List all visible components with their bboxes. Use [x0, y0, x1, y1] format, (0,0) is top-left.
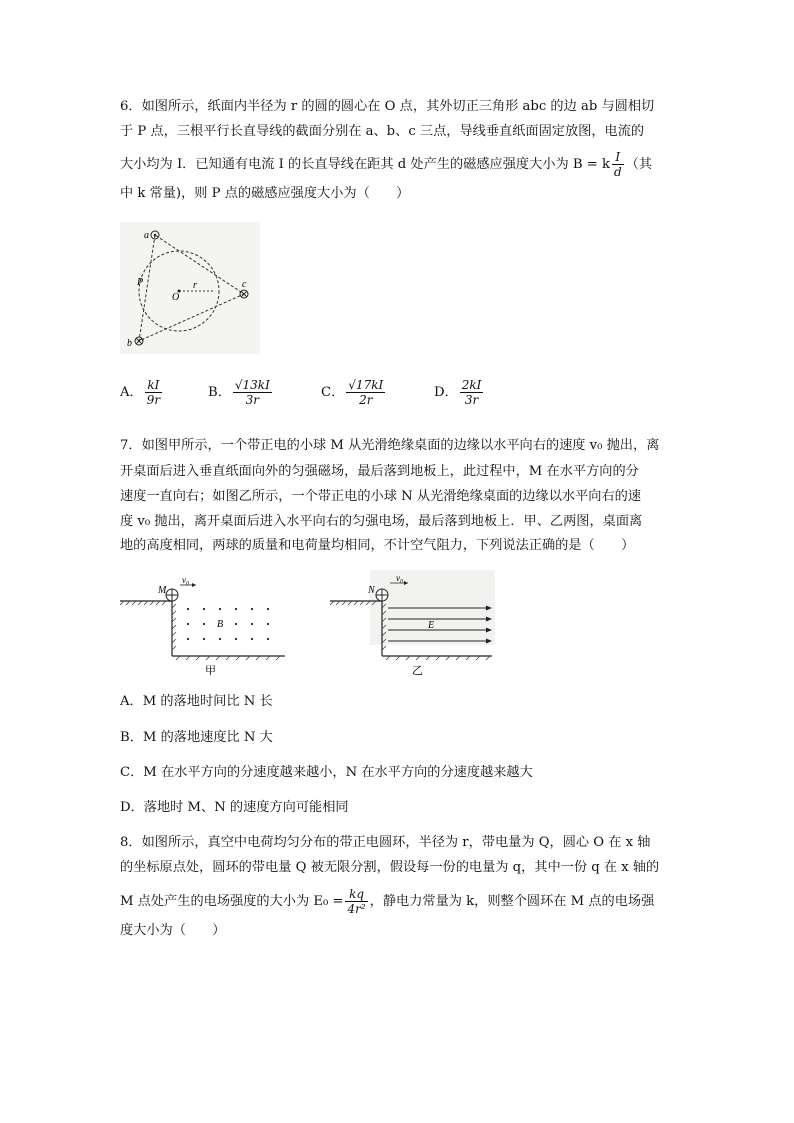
label-v0: v₀: [182, 575, 190, 585]
q8-frac-den: 4r²: [347, 902, 366, 916]
label-c: c: [242, 279, 247, 290]
option-den: 2r: [359, 393, 373, 407]
q8-line4: 度大小为（ ）: [120, 923, 226, 938]
q8-line3-tail: ，静电力常量为 k，则整个圆环在 M 点的电场强: [369, 894, 655, 909]
q7-option-b[interactable]: B．M 的落地速度比 N 大: [120, 730, 273, 745]
q6-line4: 中 k 常量)，则 P 点的磁感应强度大小为（ ）: [120, 186, 410, 201]
q8-fraction-kq-over-4r2: [345, 887, 367, 916]
label-b: b: [127, 338, 132, 349]
label-a: a: [144, 230, 149, 241]
label-M: M: [158, 585, 167, 596]
q6-option-c[interactable]: [321, 378, 387, 407]
option-label: D．: [434, 385, 458, 400]
q8-line2: 的坐标原点处，圆环的带电量 Q 被无限分割，假设每一份的电量为 q，其中一份 q 在 x 轴的: [120, 860, 660, 875]
option-label: C．: [321, 385, 345, 400]
option-den: 3r: [464, 393, 479, 407]
q7-line1: 7．如图甲所示，一个带正电的小球 M 从光滑绝缘桌面的边缘以水平向右的速度 v₀ 抛出，离: [120, 438, 660, 453]
q7-line4: 度 v₀ 抛出，离开桌面后进入水平向右的匀强电场，最后落到地板上．甲、乙两图，桌面离: [120, 514, 643, 529]
option-den: 3r: [245, 393, 260, 407]
caption-yi: 乙: [412, 664, 423, 677]
q7-option-d[interactable]: D．落地时 M、N 的速度方向可能相同: [120, 800, 349, 815]
q7-line5: 地的高度相同，两球的质量和电荷量均相同，不计空气阻力，下列说法正确的是（ ）: [120, 538, 635, 553]
q6-option-b[interactable]: [208, 378, 274, 407]
q6-option-a[interactable]: [120, 378, 164, 407]
q7-line3: 速度一直向右；如图乙所示，一个带正电的小球 N 从光滑绝缘桌面的边缘以水平向右的速: [120, 489, 642, 504]
q7-line2: 开桌面后进入垂直纸面向外的匀强磁场，最后落到地板上，此过程中，M 在水平方向的分: [120, 464, 639, 479]
option-num: kI: [145, 378, 162, 393]
figure-background: [120, 222, 260, 354]
q7-option-c[interactable]: C．M 在水平方向的分速度越来越小，N 在水平方向的分速度越来越大: [120, 765, 533, 780]
label-N: N: [368, 585, 375, 596]
q6-line2: 于 P 点，三根平行长直导线的截面分别在 a、b、c 三点，导线垂直纸面固定放图，电流的: [120, 124, 645, 139]
label-E: E: [428, 620, 435, 631]
option-num: √13kI: [234, 378, 270, 392]
q7-figure-electric: [330, 570, 495, 678]
q8-frac-num: kq: [345, 887, 367, 902]
q7-option-a[interactable]: A．M 的落地时间比 N 长: [120, 694, 273, 709]
q6-frac-num: I: [612, 150, 624, 165]
q6-line3: [120, 150, 652, 179]
label-v0-right: v₀: [396, 573, 404, 583]
option-label: A．: [120, 385, 143, 400]
q7-figure-magnetic: [120, 574, 290, 678]
option-num: 2kI: [461, 378, 482, 392]
q8-line3: [120, 887, 654, 916]
label-P: P: [137, 277, 144, 288]
q6-fraction-i-over-d: [612, 150, 624, 179]
label-B: B: [217, 619, 224, 630]
option-num: √17kI: [348, 378, 384, 392]
option-den: 9r: [146, 393, 161, 407]
q6-frac-den: d: [613, 165, 622, 179]
label-r: r: [193, 280, 197, 291]
q8-line1: 8．如图所示，真空中电荷均匀分布的带正电圆环，半径为 r，带电量为 Q，圆心 O 在 x 轴: [120, 835, 651, 850]
q6-line1: 6．如图所示，纸面内半径为 r 的圆的圆心在 O 点，其外切正三角形 abc 的边 ab 与圆相切: [120, 99, 655, 114]
q8-line3-text: M 点处产生的电场强度的大小为 E₀ =: [120, 894, 344, 909]
q6-option-d[interactable]: [434, 378, 485, 407]
faded-background: [370, 570, 495, 645]
q6-triangle-figure: [120, 222, 260, 354]
caption-jia: 甲: [205, 664, 216, 677]
option-label: B．: [208, 385, 231, 400]
q6-line3-tail: （其: [625, 157, 652, 172]
q6-line3-text: 大小均为 I．已知通有电流 I 的长直导线在距其 d 处产生的磁感应强度大小为 B = k: [120, 157, 610, 172]
label-O: O: [172, 292, 180, 303]
magnetic-field-dots: [187, 608, 269, 640]
